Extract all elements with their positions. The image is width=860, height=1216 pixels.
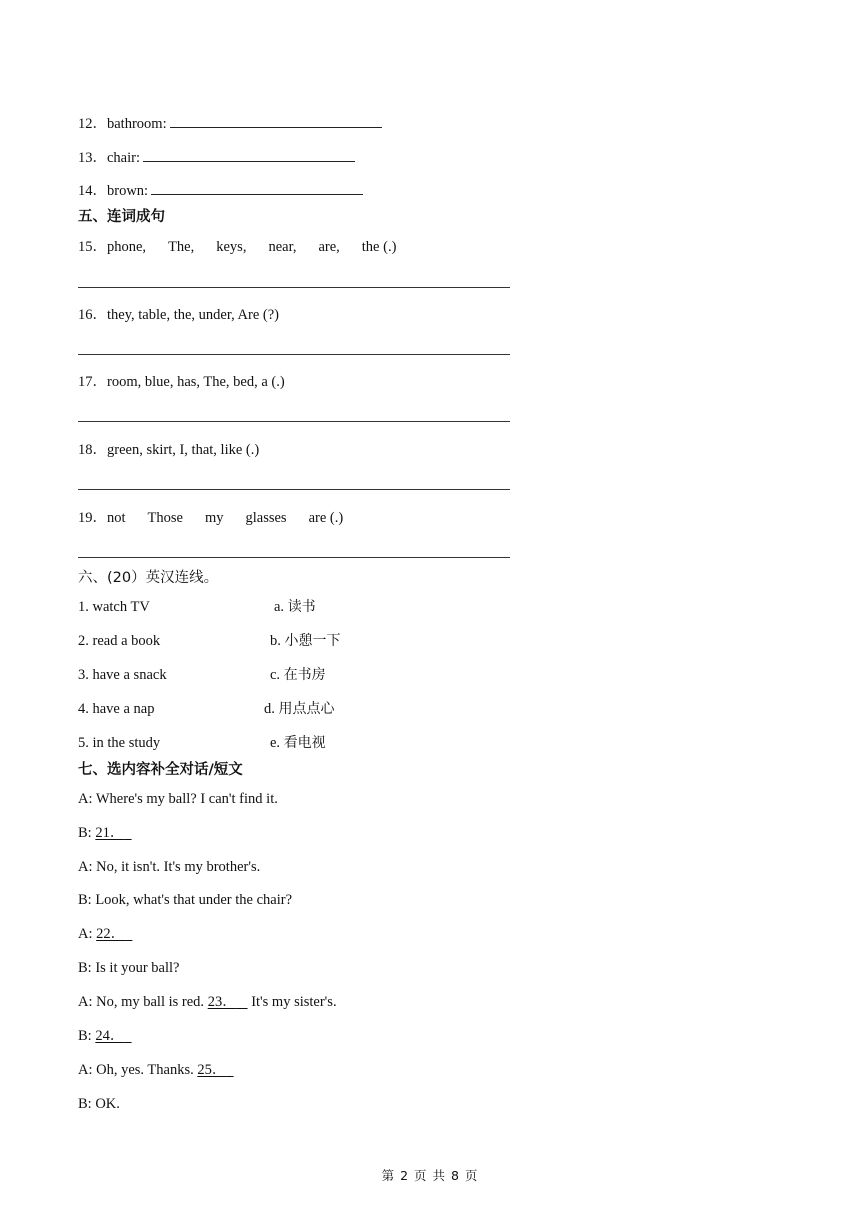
- dialog-text: A: Where's my ball? I can't find it.: [78, 791, 278, 807]
- match-right-d: [264, 700, 335, 718]
- answer-blank-22[interactable]: 22．: [96, 926, 126, 942]
- dialog-line-8: [78, 1027, 132, 1045]
- dialog-text: A: No, it isn't. It's my brother's.: [78, 859, 261, 875]
- answer-blank-24[interactable]: 24．: [95, 1028, 125, 1044]
- word: glasses: [245, 510, 287, 526]
- item-number: 16．: [78, 307, 107, 323]
- word: the (.): [361, 239, 397, 255]
- sentence-words: room, blue, has, The, bed, a (.): [107, 374, 285, 390]
- dialog-line-2: [78, 824, 132, 842]
- dialog-line-1: [78, 790, 278, 808]
- match-left-3: 3. have a snack: [78, 667, 167, 683]
- sentence-item-19: [78, 509, 343, 527]
- page-footer: 第 2 页 共 8 页: [381, 1168, 479, 1183]
- vocab-item-14: [78, 181, 363, 200]
- match-chinese: 看电视: [283, 735, 326, 751]
- answer-blank-21[interactable]: 21．: [95, 825, 125, 841]
- match-letter: d.: [264, 701, 275, 717]
- sentence-item-18: [78, 441, 259, 459]
- item-number: 19．: [78, 510, 107, 526]
- word: my: [204, 510, 224, 526]
- match-right-b: [270, 632, 341, 650]
- dialog-text-after: It's my sister's.: [247, 994, 337, 1010]
- item-number: 14．: [78, 183, 107, 199]
- match-left-1: 1. watch TV: [78, 599, 150, 615]
- answer-blank-25[interactable]: 25．: [197, 1062, 227, 1078]
- item-number: 12．: [78, 116, 107, 132]
- dialog-text: B: OK.: [78, 1096, 120, 1112]
- dialog-text: B: Look, what's that under the chair?: [78, 892, 293, 908]
- dialog-line-4: [78, 891, 292, 909]
- match-chinese: 小憩一下: [284, 633, 341, 649]
- match-left-5: 5. in the study: [78, 735, 161, 751]
- answer-blank[interactable]: [143, 148, 355, 162]
- word: are,: [318, 239, 340, 255]
- match-right-c: [270, 666, 326, 684]
- item-number: 17．: [78, 374, 107, 390]
- sentence-item-17: [78, 373, 285, 391]
- item-number: 13．: [78, 150, 107, 166]
- section-7-title: 七、选内容补全对话/短文: [78, 762, 243, 778]
- dialog-text: B:: [78, 825, 96, 841]
- word: are (.): [308, 510, 344, 526]
- match-chinese: 在书房: [283, 667, 326, 683]
- dialog-line-9: [78, 1061, 234, 1079]
- word: near,: [268, 239, 297, 255]
- vocab-item-13: [78, 148, 355, 167]
- dialog-line-6: [78, 959, 180, 977]
- answer-line-18[interactable]: [78, 489, 510, 490]
- answer-line-17[interactable]: [78, 421, 510, 422]
- match-chinese: 读书: [287, 599, 316, 615]
- word: Those: [147, 510, 183, 526]
- vocab-item-12: [78, 114, 382, 133]
- dialog-text: A: Oh, yes. Thanks.: [78, 1062, 198, 1078]
- section-6-title: 六、(20）英汉连线。: [78, 570, 219, 586]
- match-letter: c.: [270, 667, 281, 683]
- match-left-2: 2. read a book: [78, 633, 161, 649]
- section-5-title: 五、连词成句: [78, 209, 165, 225]
- sentence-words: they, table, the, under, Are (?): [107, 307, 280, 323]
- answer-line-19[interactable]: [78, 557, 510, 558]
- match-left-4: 4. have a nap: [78, 701, 155, 717]
- match-right-a: [274, 598, 316, 616]
- sentence-item-16: [78, 306, 279, 324]
- dialog-text: A:: [78, 926, 97, 942]
- match-letter: e.: [270, 735, 281, 751]
- word: not: [107, 510, 126, 526]
- answer-blank[interactable]: [151, 181, 363, 195]
- answer-blank[interactable]: [170, 114, 382, 128]
- vocab-word: chair:: [107, 150, 141, 166]
- match-right-e: [270, 734, 326, 752]
- word: The,: [168, 239, 195, 255]
- vocab-word: brown:: [107, 183, 149, 199]
- dialog-text: A: No, my ball is red.: [78, 994, 208, 1010]
- word: keys,: [216, 239, 247, 255]
- sentence-words: green, skirt, I, that, like (.): [107, 442, 260, 458]
- dialog-text: B: Is it your ball?: [78, 960, 180, 976]
- dialog-line-10: [78, 1095, 120, 1113]
- dialog-line-5: [78, 925, 132, 943]
- item-number: 18．: [78, 442, 107, 458]
- answer-line-15[interactable]: [78, 287, 510, 288]
- sentence-item-15: [78, 238, 396, 256]
- word: phone,: [107, 239, 147, 255]
- answer-line-16[interactable]: [78, 354, 510, 355]
- vocab-word: bathroom:: [107, 116, 167, 132]
- match-chinese: 用点点心: [278, 701, 335, 717]
- answer-blank-23[interactable]: 23．: [207, 994, 237, 1010]
- dialog-line-7: [78, 993, 337, 1011]
- match-letter: a.: [274, 599, 285, 615]
- dialog-text: B:: [78, 1028, 96, 1044]
- dialog-line-3: [78, 858, 260, 876]
- item-number: 15．: [78, 239, 107, 255]
- match-letter: b.: [270, 633, 281, 649]
